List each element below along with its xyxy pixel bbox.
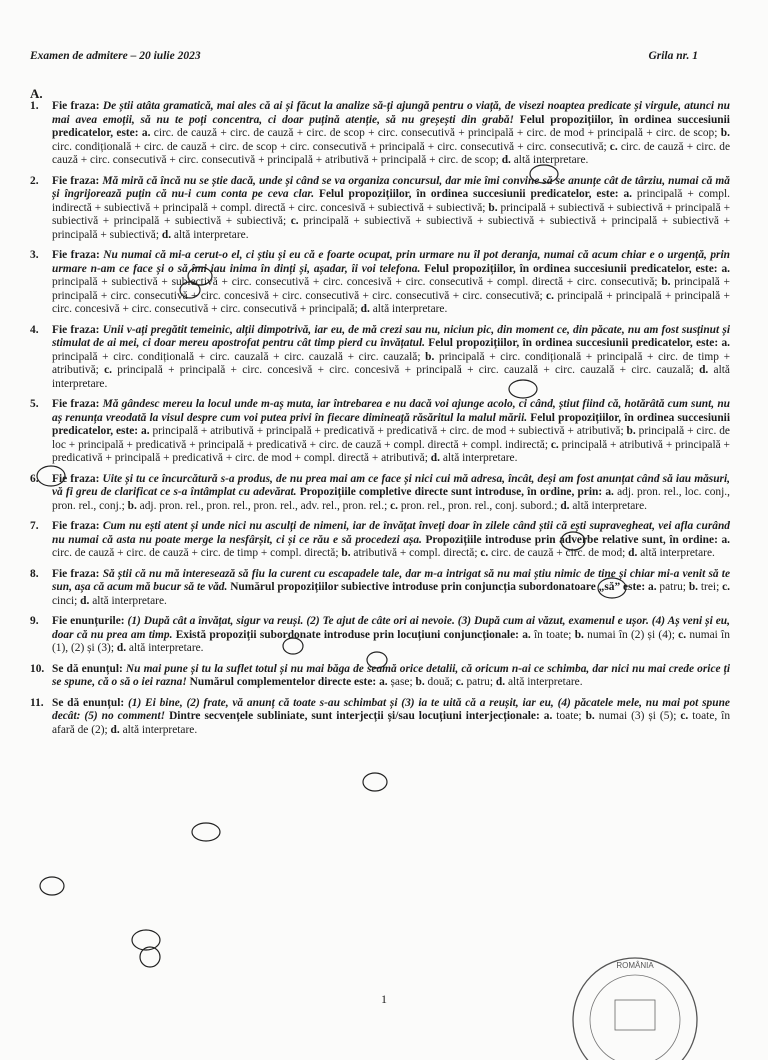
page-header (30, 50, 698, 62)
question-lead: Fie fraza: (52, 398, 100, 410)
question-lead: Fie fraza: (52, 323, 100, 336)
question-phrase: Unii v-ați pregătit temeinic, alții dimpotrivă, iar eu, de mă crezi sau nu, niciun pic, din moment ce, din păcate, nu am fost susținut și stimulat de ai mei, ci doar mereu apostrofat pentru cât timp pierd cu învățatul. (52, 323, 730, 349)
option-a: principală + atributivă + principală + predicativă + predicativă + circ. de mod + subiectivă + atributivă; (152, 425, 624, 437)
option-c: principală + atributivă + principală + predicativă + principală + predicativă + circ. de mod + compl. directă + atributivă; (52, 438, 730, 464)
option-a: patru; (659, 581, 686, 593)
question-phrase: Nu mai pune și tu la suflet totul și nu mai băga de seamă orice detalii, că oricum n-ai ce schimba, dar nici nu mai crede orice ți se spune, că o să o iei razna! (52, 662, 730, 688)
answer-circle (363, 773, 387, 791)
option-c: circ. de cauză + circ. de mod; (491, 547, 626, 559)
option-b: principală + circ. de loc + principală + predicativă + principală + predicativă + circ. de cauză + compl. directă + compl. indirectă; (52, 425, 730, 451)
question-prompt: Felul propozițiilor, în ordinea succesiunii predicatelor, este: (428, 337, 719, 349)
question-lead: Se dă enunțul: (52, 696, 125, 709)
question-3: 3. Fie fraza: Nu numai că mi-a cerut-o el, ci știu și eu că e foarte ocupat, prin urmare nu îl pot deranja, numai că acum chiar e o urgență, prin urmare n-am ce face și o să îmi iau inima în dinți și, așadar, îi voi telefona. Felul propozițiilor, în ordinea succesiunii predicatelor, este: a. principală + subiectivă + subiectivă + circ. consecutivă + circ. concesivă + circ. consecutivă + compl. directă + circ. consecutivă; b. principală + principală + circ. consecutivă + circ. concesivă + circ. consecutivă + circ. consecutivă + circ. consecutivă; c. principală + principală + principală + circ. concesivă + circ. consecutivă + circ. consecutivă + principală; d. altă interpretare. (30, 249, 730, 315)
question-phrase: (1) După cât a învățat, sigur va reuși. (2) Te ajut de câte ori ai nevoie. (3) După cum ai văzut, examenul e ușor. (4) Aș veni și eu, doar că nu prea am timp. (52, 615, 730, 641)
option-b: atributivă + compl. directă; (353, 547, 478, 559)
option-c: numai în (1), (2) și (3); (52, 628, 730, 654)
option-d: altă interpretare. (128, 642, 204, 654)
question-phrase: Nu numai că mi-a cerut-o el, ci știu și eu că e foarte ocupat, prin urmare nu îl pot deranja, numai că acum chiar e o urgență, prin urmare n-am ce face și o să îmi iau inima în dinți și, așadar, îi voi telefona. (52, 249, 730, 275)
question-lead: Fie fraza: (52, 567, 100, 580)
question-number: 2. (30, 174, 39, 187)
question-prompt: Numărul complementelor directe este: (189, 676, 377, 688)
option-d: altă interpretare. (52, 364, 730, 390)
option-b: numai (3) și (5); (598, 710, 677, 722)
option-b: adj. pron. rel., pron. rel., pron. rel., adv. rel., pron. rel.; (139, 499, 388, 512)
question-8: 8. Fie fraza: Să știi că nu mă interesează să fiu la curent cu escapadele tale, dar m-a intrigat să nu mai știu nimic de tine și chiar mi-a venit să te sun, așa că acum mă bucur să te văd. Numărul propozițiilor subiective introduse prin conjuncția subordonatoare „să” este: a. patru; b. trei; c. cinci; d. altă interpretare. (30, 567, 731, 607)
question-number: 9. (30, 615, 39, 627)
question-phrase: Mă gândesc mereu la locul unde m-aș muta, iar întrebarea e nu dacă voi ajunge acolo, ci când, știut fiind că, hotărâtă cum sunt, nu aș renunța vreodată la visul despre cum voi putea privi în fiecare dimineață răsăritul la malul mării. (52, 398, 730, 424)
question-phrase: De știi atâta gramatică, mai ales că ai și făcut la analize să-ți ajungă pentru o viață, de visezi noaptea predicate și virgule, atunci nu mai avea emoții, să nu te poți concentra, ci doar puțină atenție, să nu greșești din grabă! (52, 100, 731, 126)
option-b: principală + principală + circ. consecutivă + circ. concesivă + circ. consecutivă + circ. consecutivă + circ. consecutivă; (52, 276, 730, 302)
question-lead: Fie enunțurile: (52, 615, 125, 627)
question-number: 10. (30, 662, 45, 675)
option-c: principală + principală + principală + circ. concesivă + circ. consecutivă + circ. consecutivă + principală; (52, 289, 730, 315)
exam-title: Examen de admitere – 20 iulie 2023 (30, 50, 201, 62)
question-2: 2. Fie fraza: Mă miră că încă nu se știe dacă, unde și când se va organiza concursul, dar mie îmi convine să se anunțe cât de târziu, numai că mă și îngrijorează puțin că nu-i cum conta pe ceva clar. Felul propozițiilor, în ordinea succesiunii predicatelor, este: a. principală + compl. indirectă + subiectivă + principală + compl. directă + circ. concesivă + subiectivă + subiectivă; b. principală + subiectivă + subiectivă + principală + subiectivă + principală + subiectivă + subiectivă; c. principală + subiectivă + subiectivă + subiectivă + subiectivă + principală + subiectivă + principală + subiectivă; d. altă interpretare. (30, 174, 730, 241)
option-a: șase; (390, 676, 413, 688)
question-prompt: Numărul propozițiilor subiective introduse prin conjuncția subordonatoare „să” este: (230, 581, 646, 593)
question-prompt: Felul propozițiilor, în ordinea succesiunii predicatelor, este: (318, 188, 619, 200)
grid-number: Grila nr. 1 (648, 50, 698, 62)
option-c: toate, în afară de (2); (52, 710, 731, 736)
question-lead: Fie fraza: (52, 100, 100, 112)
question-number: 7. (30, 520, 39, 532)
answer-circle (192, 823, 220, 841)
question-phrase: Mă miră că încă nu se știe dacă, unde și când se va organiza concursul, dar mie îmi convine să se anunțe cât de târziu, numai că mă și îngrijorează puțin că nu-i cum conta pe ceva clar. (52, 174, 730, 200)
option-a: principală + compl. indirectă + subiectivă + principală + compl. directă + circ. concesivă + subiectivă + subiectivă; (52, 188, 730, 214)
option-c: patru; (466, 676, 494, 688)
question-lead: Fie fraza: (52, 472, 100, 485)
question-1: 1. Fie fraza: De știi atâta gramatică, mai ales că ai și făcut la analize să-ți ajungă pentru o viață, de visezi noaptea predicate și virgule, atunci nu mai avea emoții, să nu te poți concentra, ci doar puțină atenție, să nu greșești din grabă! Felul propozițiilor, în ordinea succesiunii predicatelor, este: a. circ. de cauză + circ. de cauză + circ. de scop + circ. consecutivă + principală + circ. de mod + principală + circ. de scop; b. circ. condițională + circ. de cauză + circ. de scop + circ. consecutivă + principală + circ. consecutivă + circ. consecutivă; c. circ. de cauză + circ. de cauză + circ. consecutivă + circ. consecutivă + principală + atributivă + principală + circ. de scop; d. altă interpretare. (30, 100, 731, 166)
question-number: 3. (30, 249, 39, 261)
option-d: altă interpretare. (513, 154, 589, 166)
question-lead: Se dă enunțul: (52, 662, 123, 675)
answer-circle (140, 947, 160, 967)
option-d: altă interpretare. (442, 452, 518, 464)
question-9: 9. Fie enunțurile: (1) După cât a învățat, sigur va reuși. (2) Te ajut de câte ori ai nevoie. (3) După cum ai văzut, examenul e ușor. (4) Aș veni și eu, doar că nu prea am timp. Există propoziții subordonate introduse prin locuțiuni conjuncționale: a. în toate; b. numai în (2) și (4); c. numai în (1), (2) și (3); d. altă interpretare. (30, 615, 730, 654)
svg-text:ROMÂNIA: ROMÂNIA (616, 961, 654, 970)
option-b: principală + circ. condițională + principală + circ. de timp + atributivă; (52, 350, 730, 376)
question-prompt: Există propoziții subordonate introduse prin locuțiuni conjuncționale: (175, 628, 519, 641)
option-d: altă interpretare. (507, 676, 583, 688)
option-d: altă interpretare. (92, 594, 167, 607)
question-number: 1. (30, 100, 39, 112)
question-prompt: Felul propozițiilor, în ordinea succesiunii predicatelor, este: (424, 262, 718, 275)
option-b: principală + subiectivă + subiectivă + principală + subiectivă + principală + subiectivă + subiectivă; (52, 201, 730, 227)
question-prompt: Propozițiile completive directe sunt introduse, în ordine, prin: (299, 486, 603, 498)
section-label: A. (30, 86, 43, 101)
question-prompt: Dintre secvențele subliniate, sunt interjecții și/sau locuțiuni interjecționale: (169, 710, 540, 722)
answer-circle (132, 930, 160, 950)
page-number: 1 (381, 992, 387, 1006)
question-number: 11. (30, 696, 44, 709)
question-10: 10. Se dă enunțul: Nu mai pune și tu la suflet totul și nu mai băga de seamă orice detalii, că oricum n-ai ce schimba, dar nici nu mai crede orice ți se spune, că o să o iei razna! Numărul complementelor directe este: a. șase; b. două; c. patru; d. altă interpretare. (30, 662, 730, 688)
option-a: principală + circ. condițională + circ. cauzală + circ. cauzală + circ. cauzală; (52, 350, 421, 363)
question-lead: Fie fraza: (52, 249, 100, 261)
option-c: principală + principală + circ. concesivă + circ. concesivă + principală + circ. cauzală + circ. cauzală + circ. cauzală; (117, 364, 694, 376)
question-11: 11. Se dă enunțul: (1) Ei bine, (2) frate, vă anunț că toate s-au schimbat și (3) ia te uită că a reușit, iar eu, (4) păcatele mele, nu mai pot spune decât: (5) no comment! Dintre secvențele subliniate, sunt interjecții și/sau locuțiuni interjecționale: a. toate; b. numai (3) și (5); c. toate, în afară de (2); d. altă interpretare. (30, 696, 731, 736)
option-b: trei; (700, 581, 720, 593)
question-4: 4. Fie fraza: Unii v-ați pregătit temeinic, alții dimpotrivă, iar eu, de mă crezi sau nu, niciun pic, din moment ce, din păcate, nu am fost susținut și stimulat de ai mei, ci doar mereu apostrofat pentru cât timp pierd cu învățatul. Felul propozițiilor, în ordinea succesiunii predicatelor, este: a. principală + circ. condițională + circ. cauzală + circ. cauzală + circ. cauzală; b. principală + circ. condițională + principală + circ. de timp + atributivă; c. principală + principală + circ. concesivă + circ. concesivă + principală + circ. cauzală + circ. cauzală + circ. cauzală; d. altă interpretare. (30, 323, 730, 390)
option-c: principală + subiectivă + subiectivă + subiectivă + subiectivă + principală + subiectivă + principală + subiectivă; (52, 215, 730, 241)
option-a: circ. de cauză + circ. de cauză + circ. de timp + compl. directă; (52, 547, 339, 559)
question-phrase: Uite și tu ce încurcătură s-a produs, de nu prea mai am ce face și nici cui mă adresa, încât, deși am fost anunțat când să iau măsuri, vă fi greu de clarificat ce s-a întâmplat cu adevărat. (52, 472, 730, 498)
option-b: numai în (2) și (4); (587, 628, 675, 641)
question-lead: Fie fraza: (52, 520, 100, 532)
option-d: altă interpretare. (122, 723, 198, 736)
answer-circle (40, 877, 64, 895)
question-lead: Fie fraza: (52, 174, 100, 187)
option-c: cinci; (52, 594, 78, 607)
question-5: 5. Fie fraza: Mă gândesc mereu la locul unde m-aș muta, iar întrebarea e nu dacă voi ajunge acolo, ci când, știut fiind că, hotărâtă cum sunt, nu aș renunța vreodată la visul despre cum voi putea privi în fiecare dimineață răsăritul la malul mării. Felul propozițiilor, în ordinea succesiunii predicatelor, este: a. principală + atributivă + principală + predicativă + predicativă + circ. de mod + subiectivă + atributivă; b. principală + circ. de loc + principală + predicativă + principală + predicativă + circ. de cauză + compl. directă + compl. indirectă; c. principală + atributivă + principală + predicativă + principală + predicativă + circ. de mod + compl. directă + atributivă; d. altă interpretare. (30, 398, 730, 464)
option-a: adj. pron. rel., loc. conj., pron. rel., conj.; (52, 486, 730, 512)
question-number: 5. (30, 398, 39, 410)
question-number: 4. (30, 323, 39, 336)
option-b: circ. condițională + circ. de cauză + circ. de scop + circ. consecutivă + principală + circ. consecutivă + circ. consecutivă; (52, 140, 607, 153)
option-a: principală + subiectivă + subiectivă + circ. consecutivă + circ. concesivă + circ. consecutivă + compl. directă + circ. consecutivă; (52, 276, 658, 288)
option-a: toate; (556, 710, 582, 722)
question-phrase: (1) Ei bine, (2) frate, vă anunț că toate s-au schimbat și (3) ia te uită că a reușit, iar eu, (4) păcatele mele, nu mai pot spune decât: (5) no comment! (52, 696, 730, 722)
question-prompt: Felul propozițiilor, în ordinea succesiunii predicatelor, este: (52, 113, 730, 139)
question-number: 8. (30, 567, 39, 580)
questions-list (30, 100, 730, 744)
option-b: două; (427, 676, 453, 688)
question-number: 6. (30, 472, 39, 485)
option-c: pron. rel., pron. rel., conj. subord.; (400, 499, 558, 512)
option-d: altă interpretare. (173, 228, 249, 241)
option-c: circ. de cauză + circ. de cauză + circ. consecutivă + circ. consecutivă + principală + atributivă + principală + circ. de scop; (52, 140, 730, 166)
option-d: altă interpretare. (372, 303, 448, 315)
question-prompt: Felul propozițiilor, în ordinea succesiunii predicatelor, este: (52, 411, 730, 437)
question-prompt: Propozițiile introduse prin adverbe relative sunt, în ordine: (425, 533, 718, 546)
option-a: în toate; (534, 628, 572, 641)
question-7: 7. Fie fraza: Cum nu ești atent și unde nici nu asculți de nimeni, iar de învățat înveți doar în zilele când știi că ești supravegheat, vei afla curând nu numai că asta nu poate merge la nesfârșit, ci și ce rău e să procedezi așa. Propozițiile introduse prin adverbe relative sunt, în ordine: a. circ. de cauză + circ. de cauză + circ. de timp + compl. directă; b. atributivă + compl. directă; c. circ. de cauză + circ. de mod; d. altă interpretare. (30, 520, 730, 559)
question-phrase: Cum nu ești atent și unde nici nu asculți de nimeni, iar de învățat înveți doar în zilele când știi că ești supravegheat, vei afla curând nu numai că asta nu poate merge la nesfârșit, ci și ce rău e să procedezi așa. (52, 520, 730, 546)
question-phrase: Să știi că nu mă interesează să fiu la curent cu escapadele tale, dar m-a intrigat să nu mai știu nimic de tine și chiar mi-a venit să te sun, așa că acum mă bucur să te văd. (52, 567, 731, 593)
option-d: altă interpretare. (572, 499, 647, 512)
option-a: circ. de cauză + circ. de cauză + circ. de scop + circ. consecutivă + principală + circ. de mod + principală + circ. de scop; (153, 127, 718, 139)
question-6: 6. Fie fraza: Uite și tu ce încurcătură s-a produs, de nu prea mai am ce face și nici cui mă adresa, încât, deși am fost anunțat când să iau măsuri, vă fi greu de clarificat ce s-a întâmplat cu adevărat. Propozițiile completive directe sunt introduse, în ordine, prin: a. adj. pron. rel., loc. conj., pron. rel., conj.; b. adj. pron. rel., pron. rel., pron. rel., adv. rel., pron. rel.; c. pron. rel., pron. rel., conj. subord.; d. altă interpretare. (30, 472, 730, 512)
option-d: altă interpretare. (640, 547, 715, 559)
